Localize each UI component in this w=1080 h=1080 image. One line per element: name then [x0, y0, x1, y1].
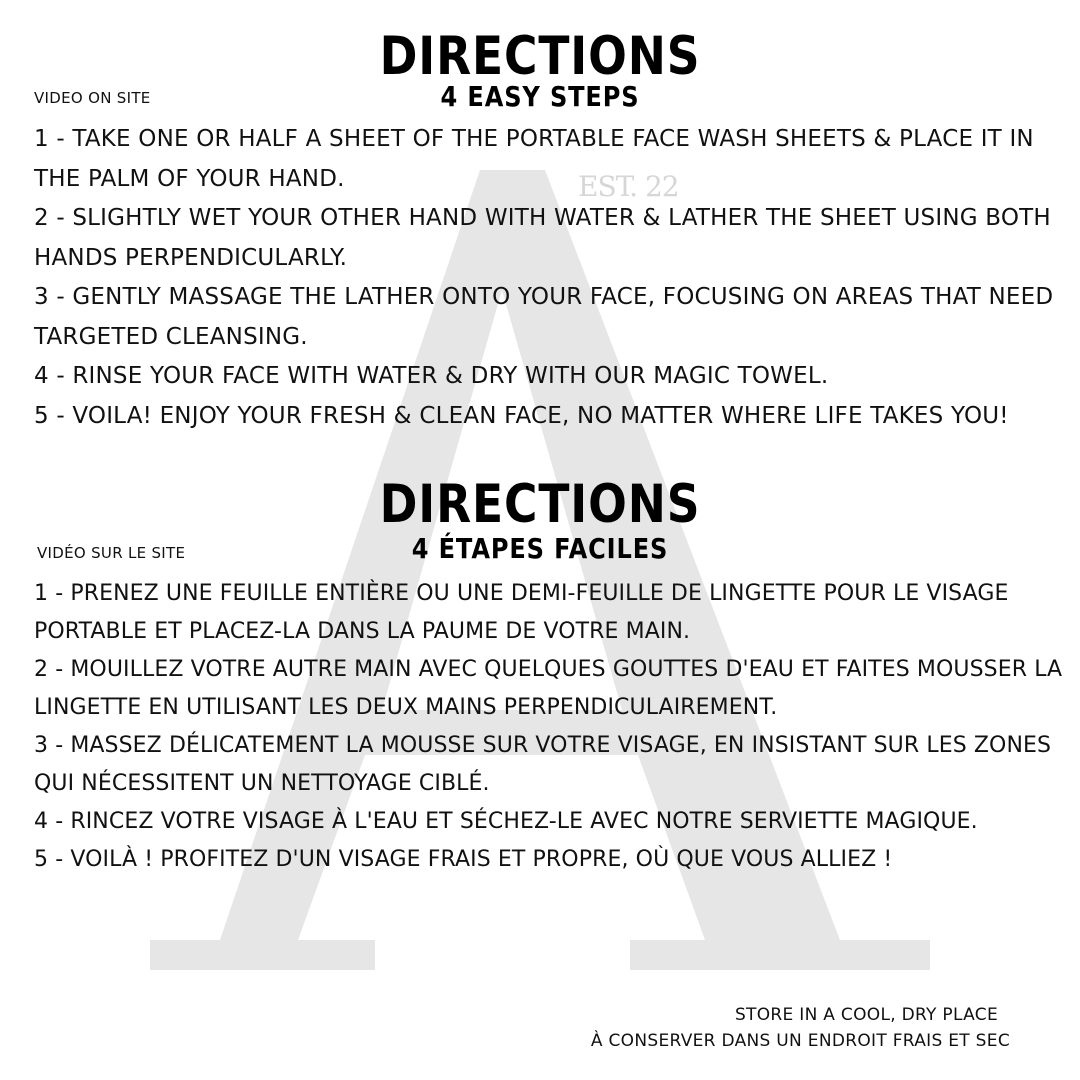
french-steps-list	[34, 575, 1064, 879]
english-step-5: 5 - VOILA! ENJOY YOUR FRESH & CLEAN FACE, NO MATTER WHERE LIFE TAKES YOU!	[34, 402, 1009, 429]
french-step-5: 5 - VOILÀ ! PROFITEZ D'UN VISAGE FRAIS ET PROPRE, OÙ QUE VOUS ALLIEZ !	[34, 847, 893, 872]
french-step-1: 1 - PRENEZ UNE FEUILLE ENTIÈRE OU UNE DEMI-FEUILLE DE LINGETTE POUR LE VISAGE PORTABLE ET PLACEZ-LA DANS LA PAUME DE VOTRE MAIN.	[34, 581, 1009, 644]
english-step-2: 2 - SLIGHTLY WET YOUR OTHER HAND WITH WATER & LATHER THE SHEET USING BOTH HANDS PERPENDICULARLY.	[34, 205, 1051, 271]
video-on-site-note: VIDEO ON SITE	[34, 89, 151, 107]
english-step-4: 4 - RINSE YOUR FACE WITH WATER & DRY WITH OUR MAGIC TOWEL.	[34, 363, 829, 389]
french-step-3: 3 - MASSEZ DÉLICATEMENT LA MOUSSE SUR VOTRE VISAGE, EN INSISTANT SUR LES ZONES QUI NÉCESSITENT UN NETTOYAGE CIBLÉ.	[34, 733, 1052, 796]
french-heading: DIRECTIONS	[379, 474, 701, 535]
french-step-2: 2 - MOUILLEZ VOTRE AUTRE MAIN AVEC QUELQUES GOUTTES D'EAU ET FAITES MOUSSER LA LINGETTE EN UTILISANT LES DEUX MAINS PERPENDICULAIREMENT.	[34, 657, 1063, 720]
english-heading: DIRECTIONS	[379, 26, 701, 87]
english-steps-list	[34, 120, 1064, 436]
video-sur-le-site-note: VIDÉO SUR LE SITE	[37, 544, 186, 562]
storage-english: STORE IN A COOL, DRY PLACE	[734, 1005, 998, 1025]
storage-french: À CONSERVER DANS UN ENDROIT FRAIS ET SEC	[590, 1031, 1010, 1051]
french-subheading: 4 ÉTAPES FACILES	[411, 532, 669, 565]
brand-est-label: EST. 22	[578, 170, 679, 203]
english-subheading: 4 EASY STEPS	[440, 80, 640, 113]
english-step-1: 1 - TAKE ONE OR HALF A SHEET OF THE PORTABLE FACE WASH SHEETS & PLACE IT IN THE PALM OF YOUR HAND.	[34, 126, 1034, 192]
storage-instructions	[591, 1002, 1010, 1054]
french-step-4: 4 - RINCEZ VOTRE VISAGE À L'EAU ET SÉCHEZ-LE AVEC NOTRE SERVIETTE MAGIQUE.	[34, 809, 978, 834]
english-step-3: 3 - GENTLY MASSAGE THE LATHER ONTO YOUR FACE, FOCUSING ON AREAS THAT NEED TARGETED CLEANSING.	[34, 284, 1054, 350]
